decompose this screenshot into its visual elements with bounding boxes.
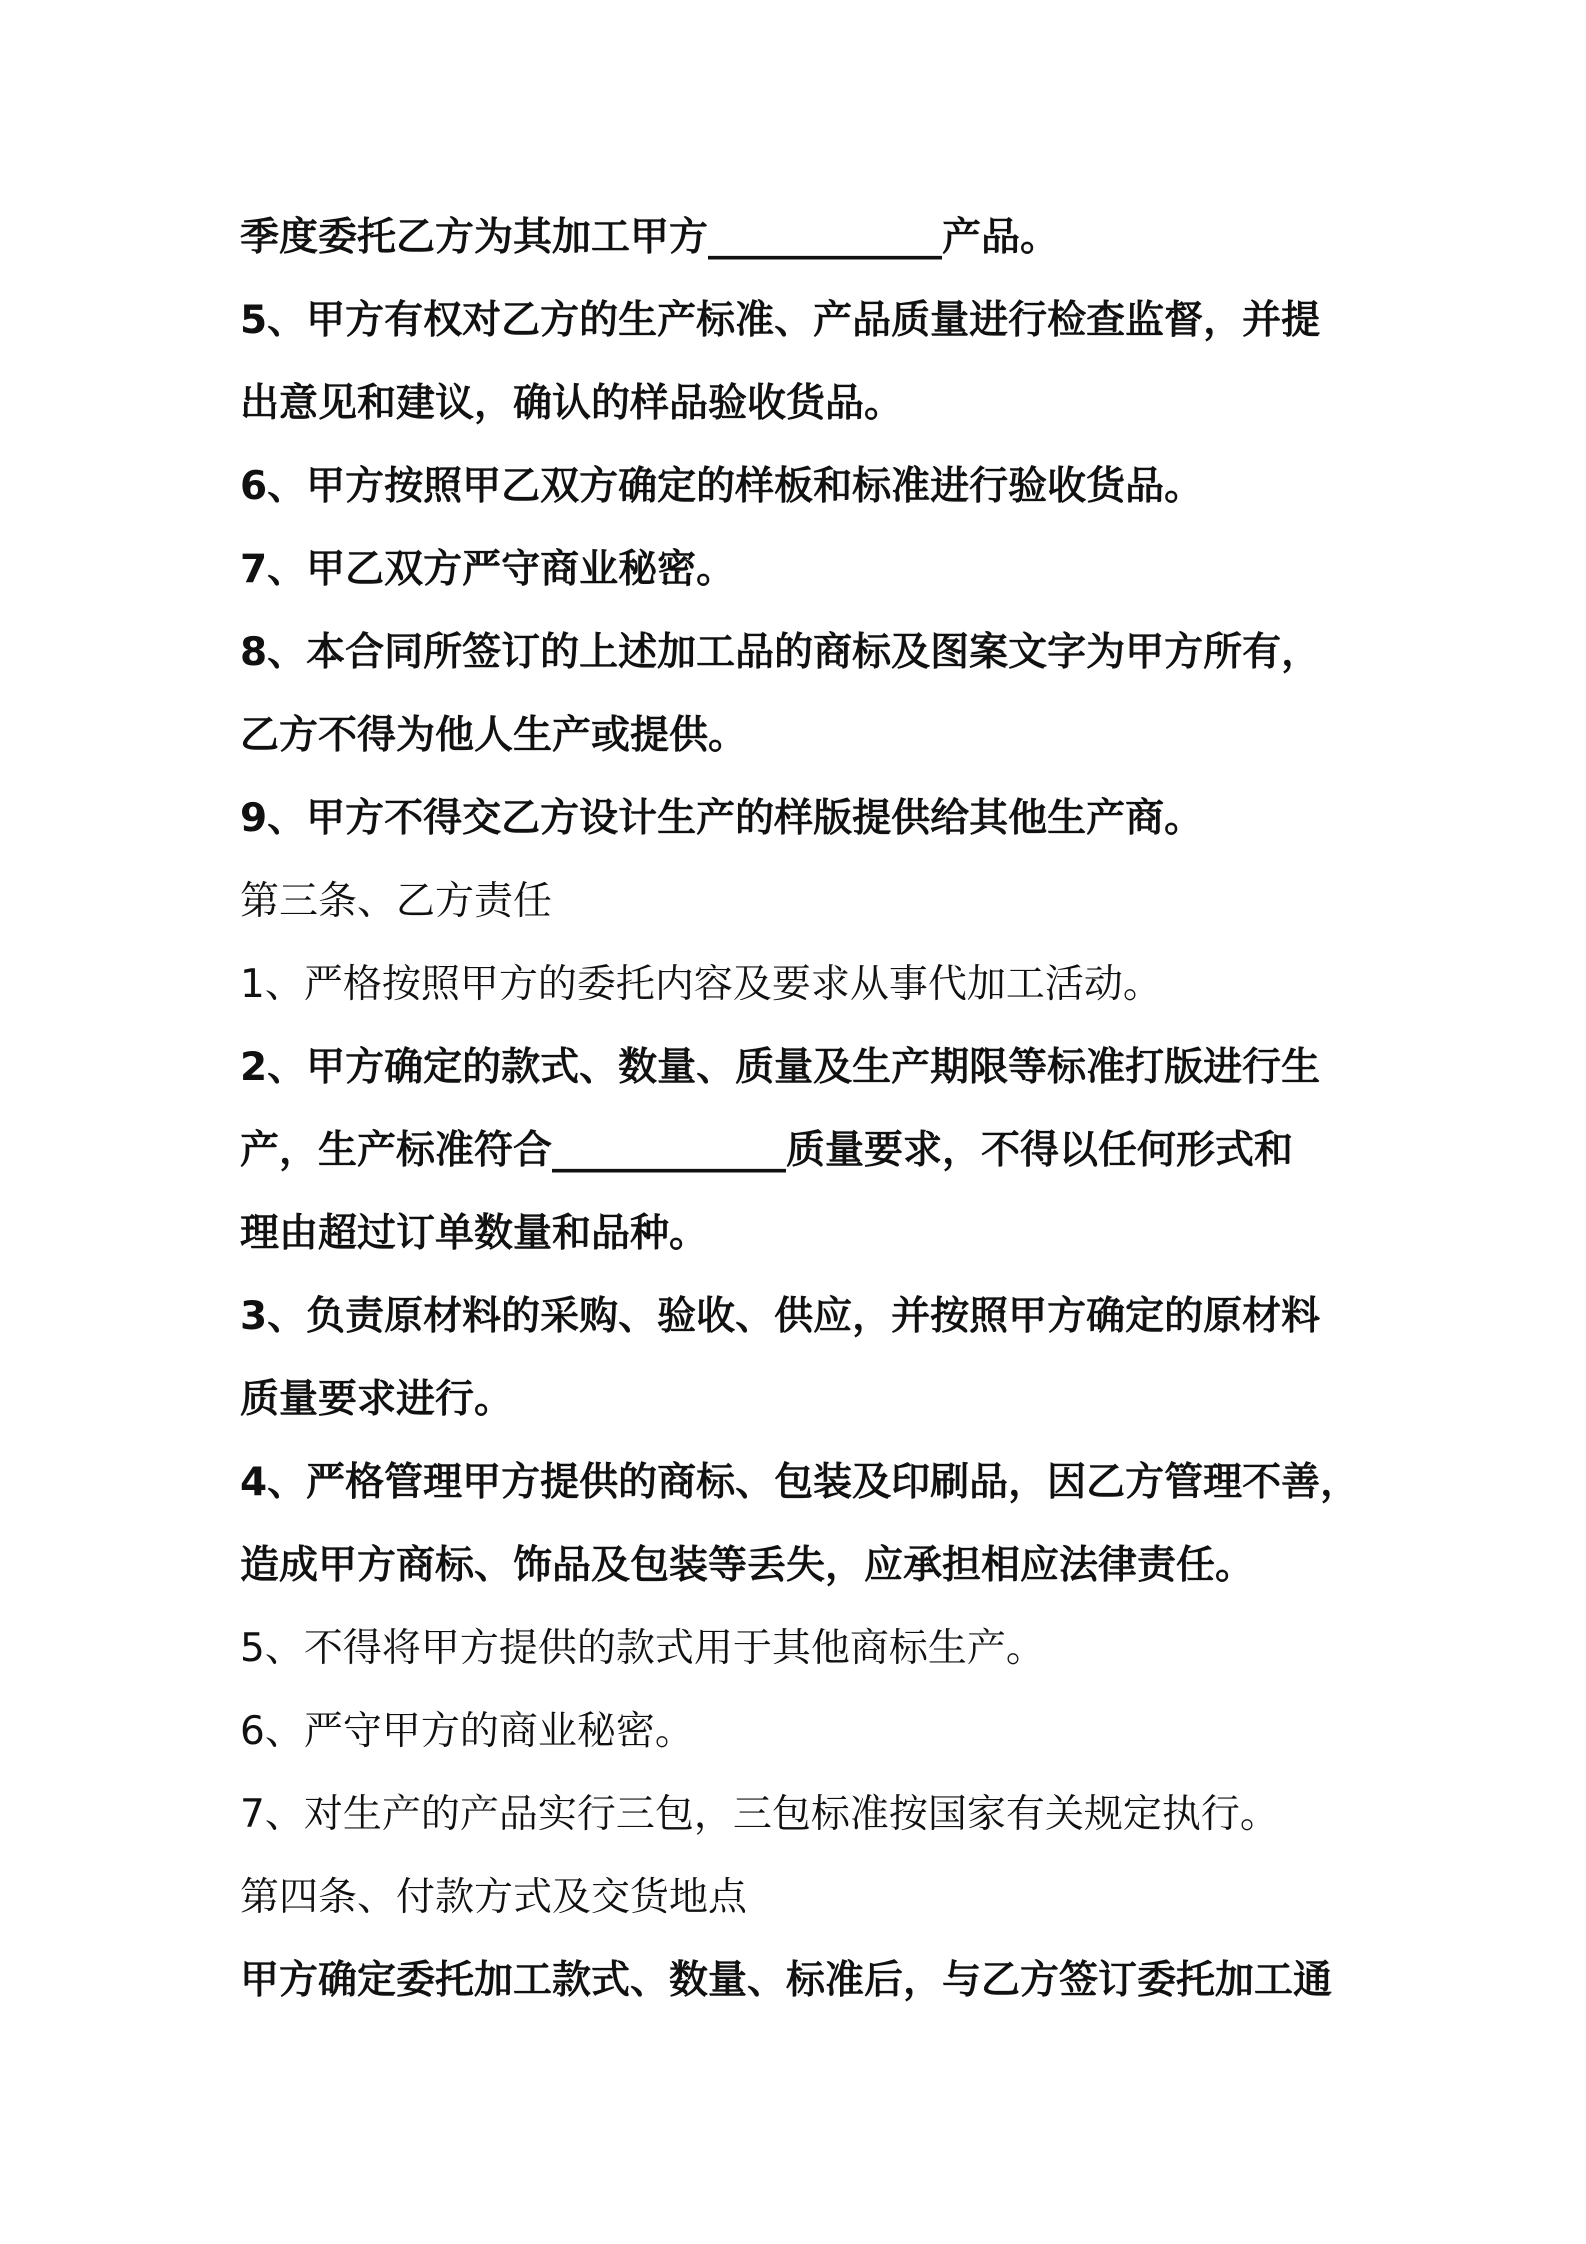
- text-line-6: 8、本合同所签订的上述加工品的商标及图案文字为甲方所有，: [240, 630, 1321, 675]
- text-line-12: 产，生产标准符合____________质量要求，不得以任何形式和: [240, 1128, 1294, 1173]
- section-heading-3: 第三条、乙方责任: [240, 879, 553, 924]
- text-line-3: 出意见和建议，确认的样品验收货品。: [240, 381, 904, 426]
- text-line-14: 3、负责原材料的采购、验收、供应，并按照甲方确定的原材料: [240, 1294, 1321, 1339]
- section-heading-4: 第四条、付款方式及交货地点: [240, 1875, 748, 1920]
- text-line-18: 5、不得将甲方提供的款式用于其他商标生产。: [240, 1626, 1045, 1671]
- text-line-13: 理由超过订单数量和品种。: [240, 1211, 709, 1256]
- text-line-10: 1、严格按照甲方的委托内容及要求从事代加工活动。: [240, 962, 1162, 1007]
- text-line-17: 造成甲方商标、饰品及包装等丢失，应承担相应法律责任。: [240, 1543, 1255, 1588]
- text-line-4: 6、甲方按照甲乙双方确定的样板和标准进行验收货品。: [240, 464, 1204, 509]
- text-line-5: 7、甲乙双方严守商业秘密。: [240, 547, 736, 592]
- text-line-11: 2、甲方确定的款式、数量、质量及生产期限等标准打版进行生: [240, 1045, 1321, 1090]
- text-line-22: 甲方确定委托加工款式、数量、标准后，与乙方签订委托加工通: [240, 1958, 1333, 2003]
- text-line-8: 9、甲方不得交乙方设计生产的样版提供给其他生产商。: [240, 796, 1204, 841]
- text-line-1: 季度委托乙方为其加工甲方____________产品。: [240, 215, 1060, 260]
- text-line-16: 4、严格管理甲方提供的商标、包装及印刷品，因乙方管理不善，: [240, 1460, 1360, 1505]
- text-line-19: 6、严守甲方的商业秘密。: [240, 1709, 694, 1754]
- text-line-7: 乙方不得为他人生产或提供。: [240, 713, 748, 758]
- document-body: [240, 196, 1420, 2022]
- text-line-15: 质量要求进行。: [240, 1377, 514, 1422]
- text-line-20: 7、对生产的产品实行三包，三包标准按国家有关规定执行。: [240, 1792, 1279, 1837]
- text-line-2: 5、甲方有权对乙方的生产标准、产品质量进行检查监督，并提: [240, 298, 1321, 343]
